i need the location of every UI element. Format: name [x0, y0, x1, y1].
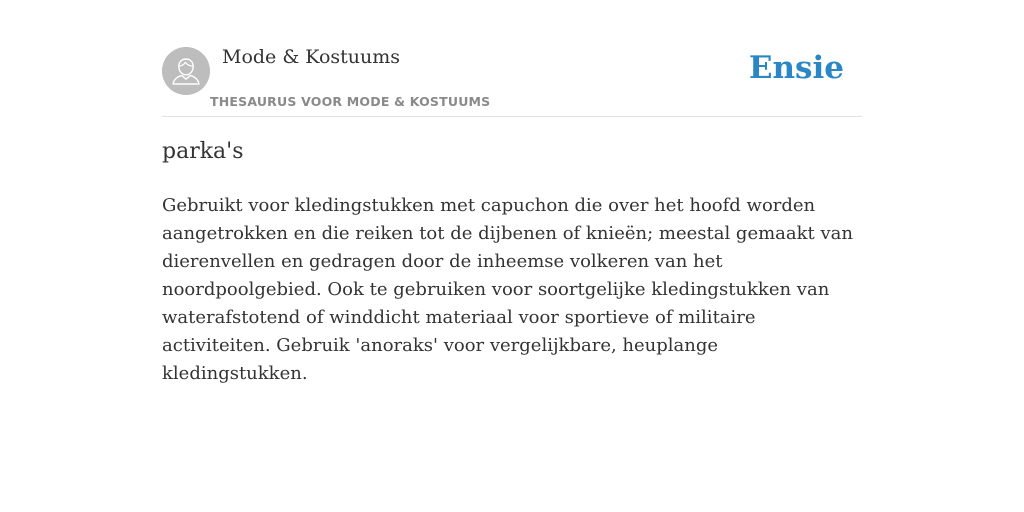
entry-header — [162, 40, 862, 117]
user-silhouette-icon — [162, 47, 210, 95]
avatar[interactable] — [162, 47, 210, 95]
author-name[interactable]: Mode & Kostuums — [222, 46, 401, 68]
entry-definition: Gebruikt voor kledingstukken met capuchon die over het hoofd worden aangetrokken en die reiken tot de dijbenen of knieën; meestal gemaakt van dierenvellen en gedragen door de inheemse volkeren van het noordpoolgebied. Ook te gebruiken voor soortgelijke kledingstukken van waterafstotend of winddicht materiaal voor sportieve of militaire activiteiten. Gebruik 'anoraks' voor vergelijkbare, heuplange kledingstukken. — [162, 195, 853, 384]
ensie-logo-link[interactable]: Ensie — [748, 50, 844, 86]
entry-term: parka's — [162, 139, 244, 164]
thesaurus-subtitle[interactable]: THESAURUS VOOR MODE & KOSTUUMS — [210, 94, 491, 109]
